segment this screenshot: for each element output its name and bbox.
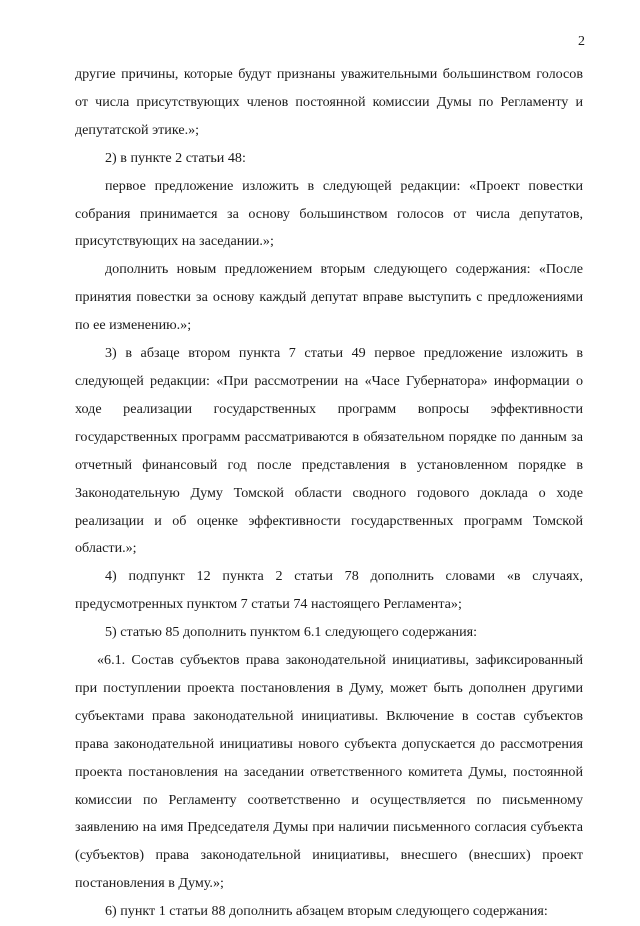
paragraph-new-sentence: дополнить новым предложением вторым следующего содержания: «После принятия повестки за основу каждый депутат вправе выступить с предложениями по ее изменению.»; bbox=[75, 261, 583, 334]
paragraph-first-sentence: первое предложение изложить в следующей редакции: «Проект повестки собрания принимается за основу большинством голосов от числа депутатов, присутствующих на заседании.»; bbox=[75, 177, 583, 250]
paragraph-item-2: 2) в пункте 2 статьи 48: bbox=[105, 149, 246, 166]
paragraph-item-4: 4) подпункт 12 пункта 2 статьи 78 дополнить словами «в случаях, предусмотренных пунктом 7 статьи 74 настоящего Регламента»; bbox=[75, 568, 583, 613]
paragraph-item-3: 3) в абзаце втором пункта 7 статьи 49 первое предложение изложить в следующей редакции: «При рассмотрении на «Часе Губернатора» информации о ходе реализации государственных программ вопросы эффективности государственных программ рассматриваются в обязательном порядке по данным за отчетный финансовый год после представления в установленном порядке в Законодательную Думу Томской области сводного годового доклада о ходе реализации и об оценке эффективности государственных программ Томской области.»; bbox=[75, 345, 583, 557]
document-body bbox=[75, 61, 583, 926]
paragraph-item-6: 6) пункт 1 статьи 88 дополнить абзацем вторым следующего содержания: bbox=[105, 903, 548, 920]
page-number: 2 bbox=[578, 34, 585, 49]
paragraph-continuation: другие причины, которые будут признаны уважительными большинством голосов от числа присутствующих членов постоянной комиссии Думы по Регламенту и депутатской этике.»; bbox=[75, 66, 583, 138]
paragraph-quote-6-1: «6.1. Состав субъектов права законодательной инициативы, зафиксированный при поступлении проекта постановления в Думу, может быть дополнен другими субъектами права законодательной инициативы. Включение в состав субъектов права законодательной инициативы нового субъекта допускается до рассмотрения проекта постановления на заседании ответственного комитета Думы, постоянной комиссии по Регламенту соответственно и осуществляется по письменному заявлению на имя Председателя Думы при наличии письменного согласия субъекта (субъектов) права законодательной инициативы, внесшего (внесших) проект постановления в Думу.»; bbox=[75, 652, 583, 892]
paragraph-item-5: 5) статью 85 дополнить пунктом 6.1 следующего содержания: bbox=[105, 624, 478, 641]
